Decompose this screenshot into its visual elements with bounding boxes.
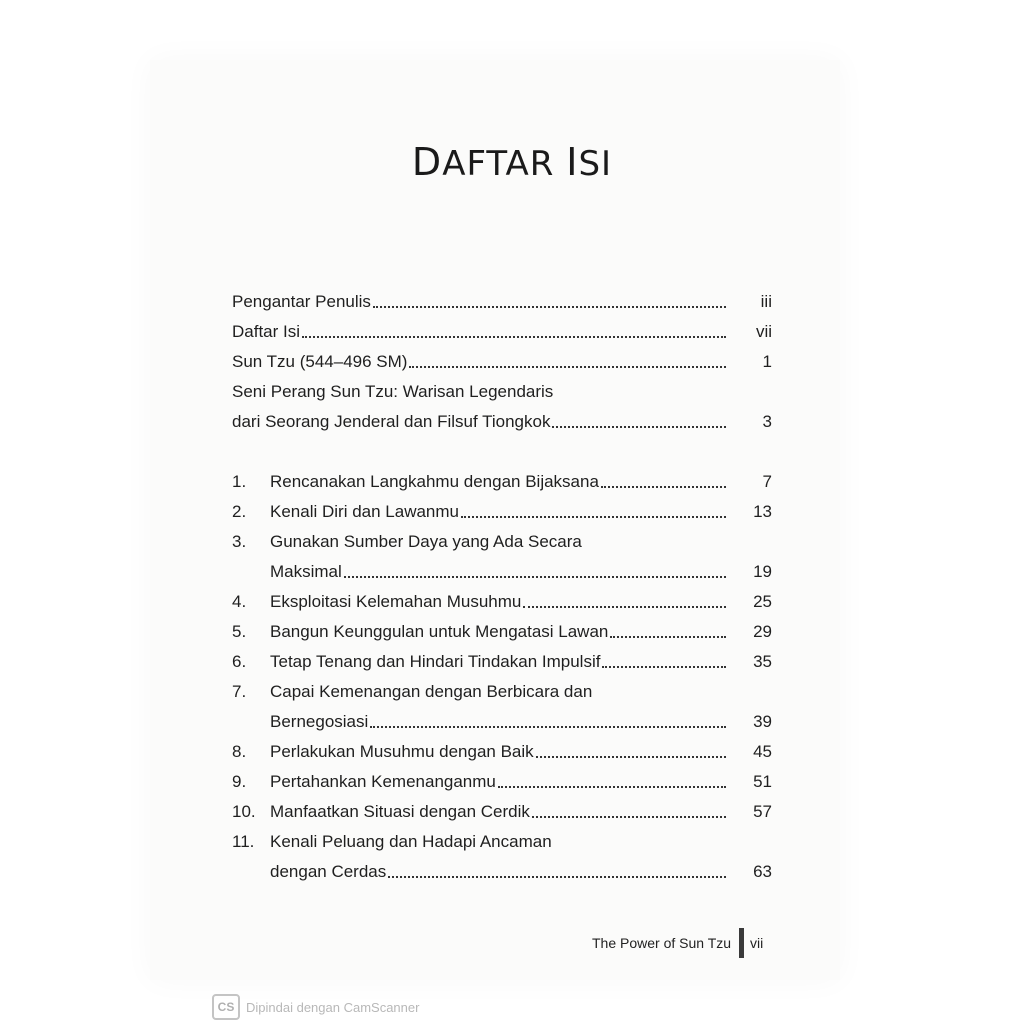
- toc-chapter-2: 2. Kenali Diri dan Lawanmu 13: [232, 502, 772, 521]
- page-footer: [592, 928, 763, 958]
- toc-entry-seni-perang-line1: Seni Perang Sun Tzu: Warisan Legendaris: [232, 382, 554, 401]
- toc-chapter-11: dengan Cerdas 63: [270, 862, 772, 881]
- footer-divider: [739, 928, 744, 958]
- toc-entry-daftar-isi: Daftar Isi vii: [232, 322, 772, 341]
- camscanner-logo-icon: CS: [212, 994, 240, 1020]
- toc-chapter-7: Bernegosiasi 39: [270, 712, 772, 731]
- footer-page-number: vii: [750, 935, 764, 951]
- watermark-text: Dipindai dengan CamScanner: [246, 999, 420, 1015]
- toc-chapter-11-line1: 11. Kenali Peluang dan Hadapi Ancaman: [232, 832, 552, 851]
- footer-book-title: The Power of Sun Tzu: [592, 935, 732, 951]
- toc-chapter-3: Maksimal 19: [270, 562, 772, 581]
- page-title: DAFTAR ISI: [411, 140, 613, 184]
- toc-chapter-8: 8. Perlakukan Musuhmu dengan Baik 45: [232, 742, 772, 761]
- toc-chapter-9: 9. Pertahankan Kemenanganmu 51: [232, 772, 772, 791]
- toc-chapter-5: 5. Bangun Keunggulan untuk Mengatasi Lawan 29: [232, 622, 772, 641]
- toc-entry-seni-perang: dari Seorang Jenderal dan Filsuf Tiongkok 3: [232, 412, 772, 431]
- toc-chapter-10: 10. Manfaatkan Situasi dengan Cerdik 57: [232, 802, 772, 821]
- toc-chapter-3-line1: 3. Gunakan Sumber Daya yang Ada Secara: [232, 532, 582, 551]
- toc-entry-pengantar: Pengantar Penulis iii: [232, 292, 772, 311]
- toc-chapter-7-line1: 7. Capai Kemenangan dengan Berbicara dan: [232, 682, 593, 701]
- toc-chapter-4: 4. Eksploitasi Kelemahan Musuhmu 25: [232, 592, 772, 611]
- toc-entry-sun-tzu: Sun Tzu (544–496 SM) 1: [232, 352, 772, 371]
- toc-chapter-6: 6. Tetap Tenang dan Hindari Tindakan Impulsif 35: [232, 652, 772, 671]
- camscanner-watermark: [212, 994, 419, 1020]
- toc-chapter-1: 1. Rencanakan Langkahmu dengan Bijaksana 7: [232, 472, 772, 491]
